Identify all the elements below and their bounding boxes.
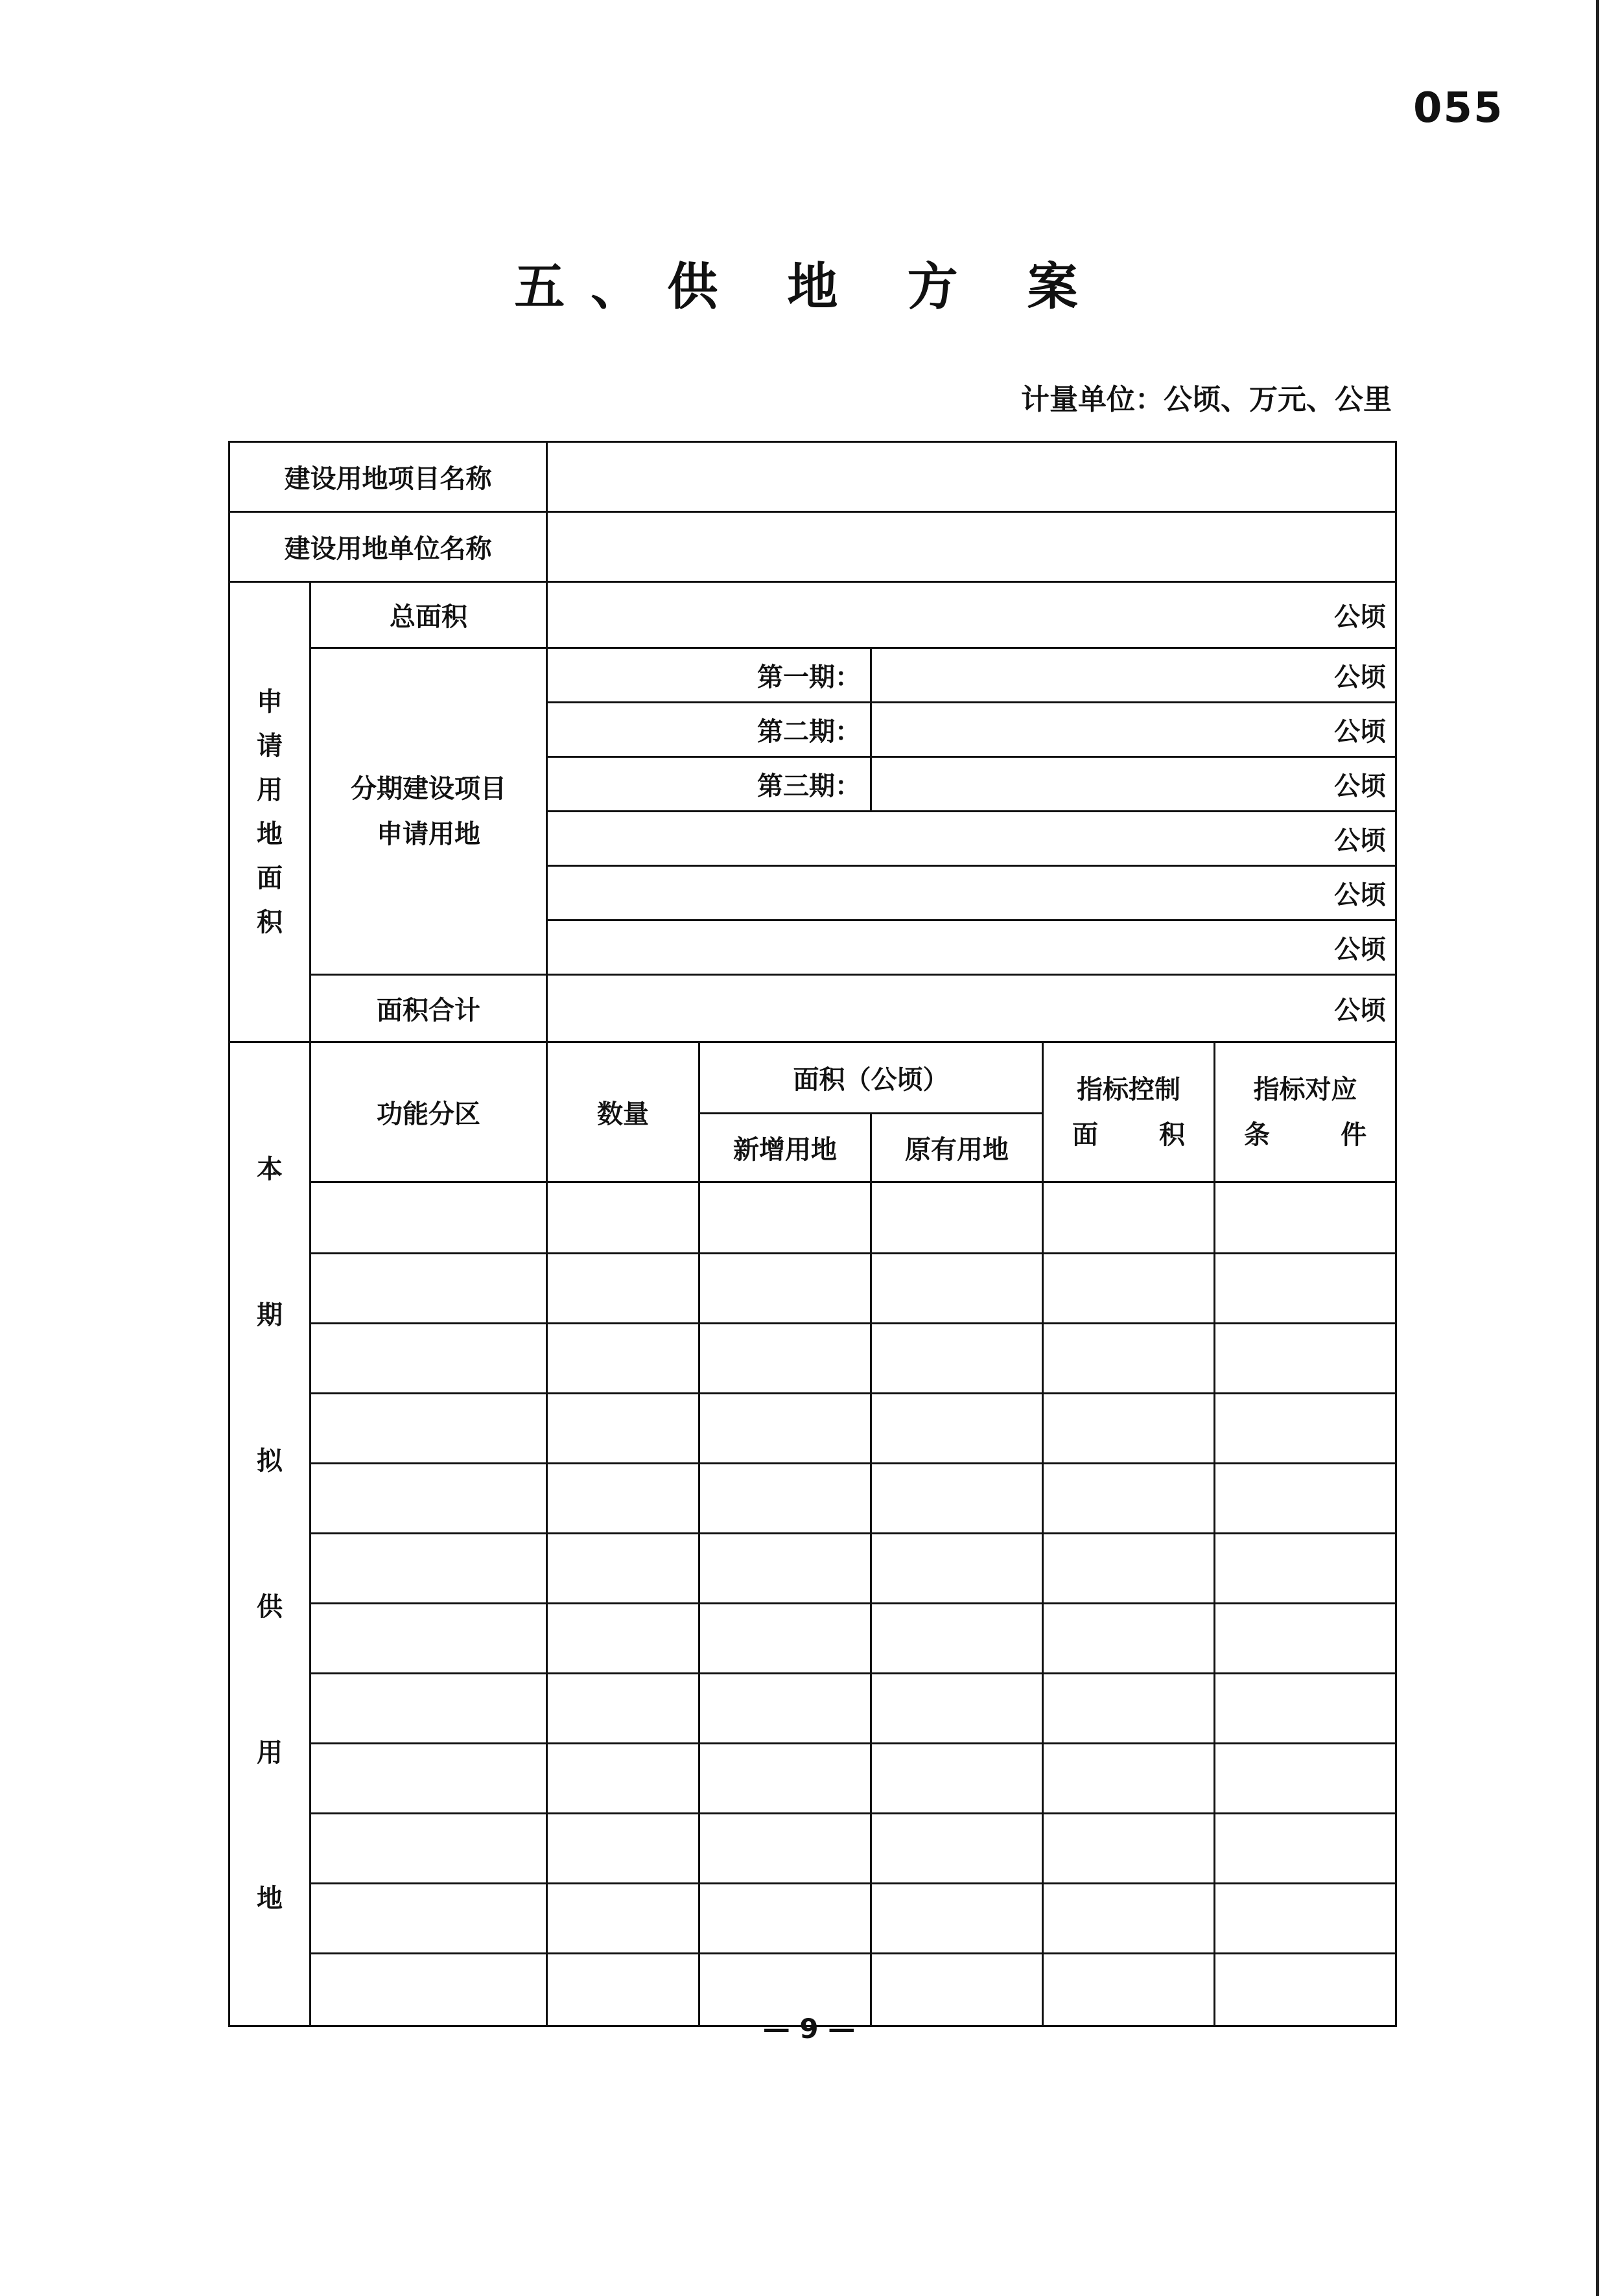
unit-ha: 公顷 — [1334, 771, 1387, 801]
project-name-row — [229, 442, 1396, 512]
area-sum-row — [229, 975, 1396, 1042]
table-row — [229, 1604, 1396, 1674]
table-row — [229, 1394, 1396, 1464]
total-area-row — [229, 582, 1396, 648]
supply-header-row-1 — [229, 1042, 1396, 1114]
total-area-label: 总面积 — [311, 582, 547, 648]
area-sum-label: 面积合计 — [311, 975, 547, 1042]
phase2-value[interactable] — [871, 703, 1396, 757]
page-number-top: 055 — [1413, 84, 1504, 132]
table-row — [229, 1534, 1396, 1604]
measurement-unit-note: 计量单位：公顷、万元、公里 — [1021, 383, 1392, 416]
supply-side-label: 本 期 拟 供 用 地 — [229, 1042, 311, 2026]
page-edge-border — [1596, 0, 1599, 2296]
total-area-value[interactable] — [547, 582, 1396, 648]
page-number-footer: — 9 — — [762, 2013, 856, 2044]
phase3-value[interactable] — [871, 757, 1396, 812]
col-existing-land: 原有用地 — [871, 1114, 1043, 1182]
phase2-label: 第二期： — [547, 703, 871, 757]
table-row — [229, 1814, 1396, 1884]
phase5-value[interactable] — [547, 866, 1396, 920]
col-area-ha: 面积（公顷） — [699, 1042, 1043, 1114]
unit-ha: 公顷 — [1334, 996, 1387, 1025]
col-index-control-area: 指标控制 面 积 — [1043, 1042, 1215, 1182]
area-sum-value[interactable] — [547, 975, 1396, 1042]
project-name-value[interactable] — [547, 442, 1396, 512]
col-quantity: 数量 — [547, 1042, 699, 1182]
land-supply-form — [228, 441, 1397, 2027]
table-row — [229, 1254, 1396, 1324]
table-row — [229, 1464, 1396, 1534]
col-new-land: 新增用地 — [699, 1114, 871, 1182]
unit-name-row — [229, 512, 1396, 582]
phased-project-label: 分期建设项目 申请用地 — [311, 648, 547, 975]
table-row — [229, 1884, 1396, 1954]
table-row — [229, 1324, 1396, 1394]
col-function-zone: 功能分区 — [311, 1042, 547, 1182]
col-index-conditions: 指标对应 条 件 — [1215, 1042, 1396, 1182]
apply-area-side-label: 申 请 用 地 面 积 — [229, 582, 311, 1042]
unit-ha: 公顷 — [1334, 826, 1387, 856]
phase6-value[interactable] — [547, 920, 1396, 975]
phase3-label: 第三期： — [547, 757, 871, 812]
page-title: 五、供 地 方 案 — [514, 258, 1104, 316]
unit-name-label: 建设用地单位名称 — [229, 512, 547, 582]
table-row — [229, 1744, 1396, 1814]
project-name-label: 建设用地项目名称 — [229, 442, 547, 512]
table-row — [229, 1182, 1396, 1254]
phase1-label: 第一期： — [547, 648, 871, 703]
unit-ha: 公顷 — [1334, 935, 1387, 965]
unit-ha: 公顷 — [1334, 880, 1387, 910]
unit-ha: 公顷 — [1334, 602, 1387, 632]
unit-ha: 公顷 — [1334, 717, 1387, 747]
phase4-value[interactable] — [547, 812, 1396, 866]
unit-name-value[interactable] — [547, 512, 1396, 582]
phase1-value[interactable] — [871, 648, 1396, 703]
phase-row-1 — [229, 648, 1396, 703]
unit-ha: 公顷 — [1334, 662, 1387, 692]
table-row — [229, 1674, 1396, 1744]
